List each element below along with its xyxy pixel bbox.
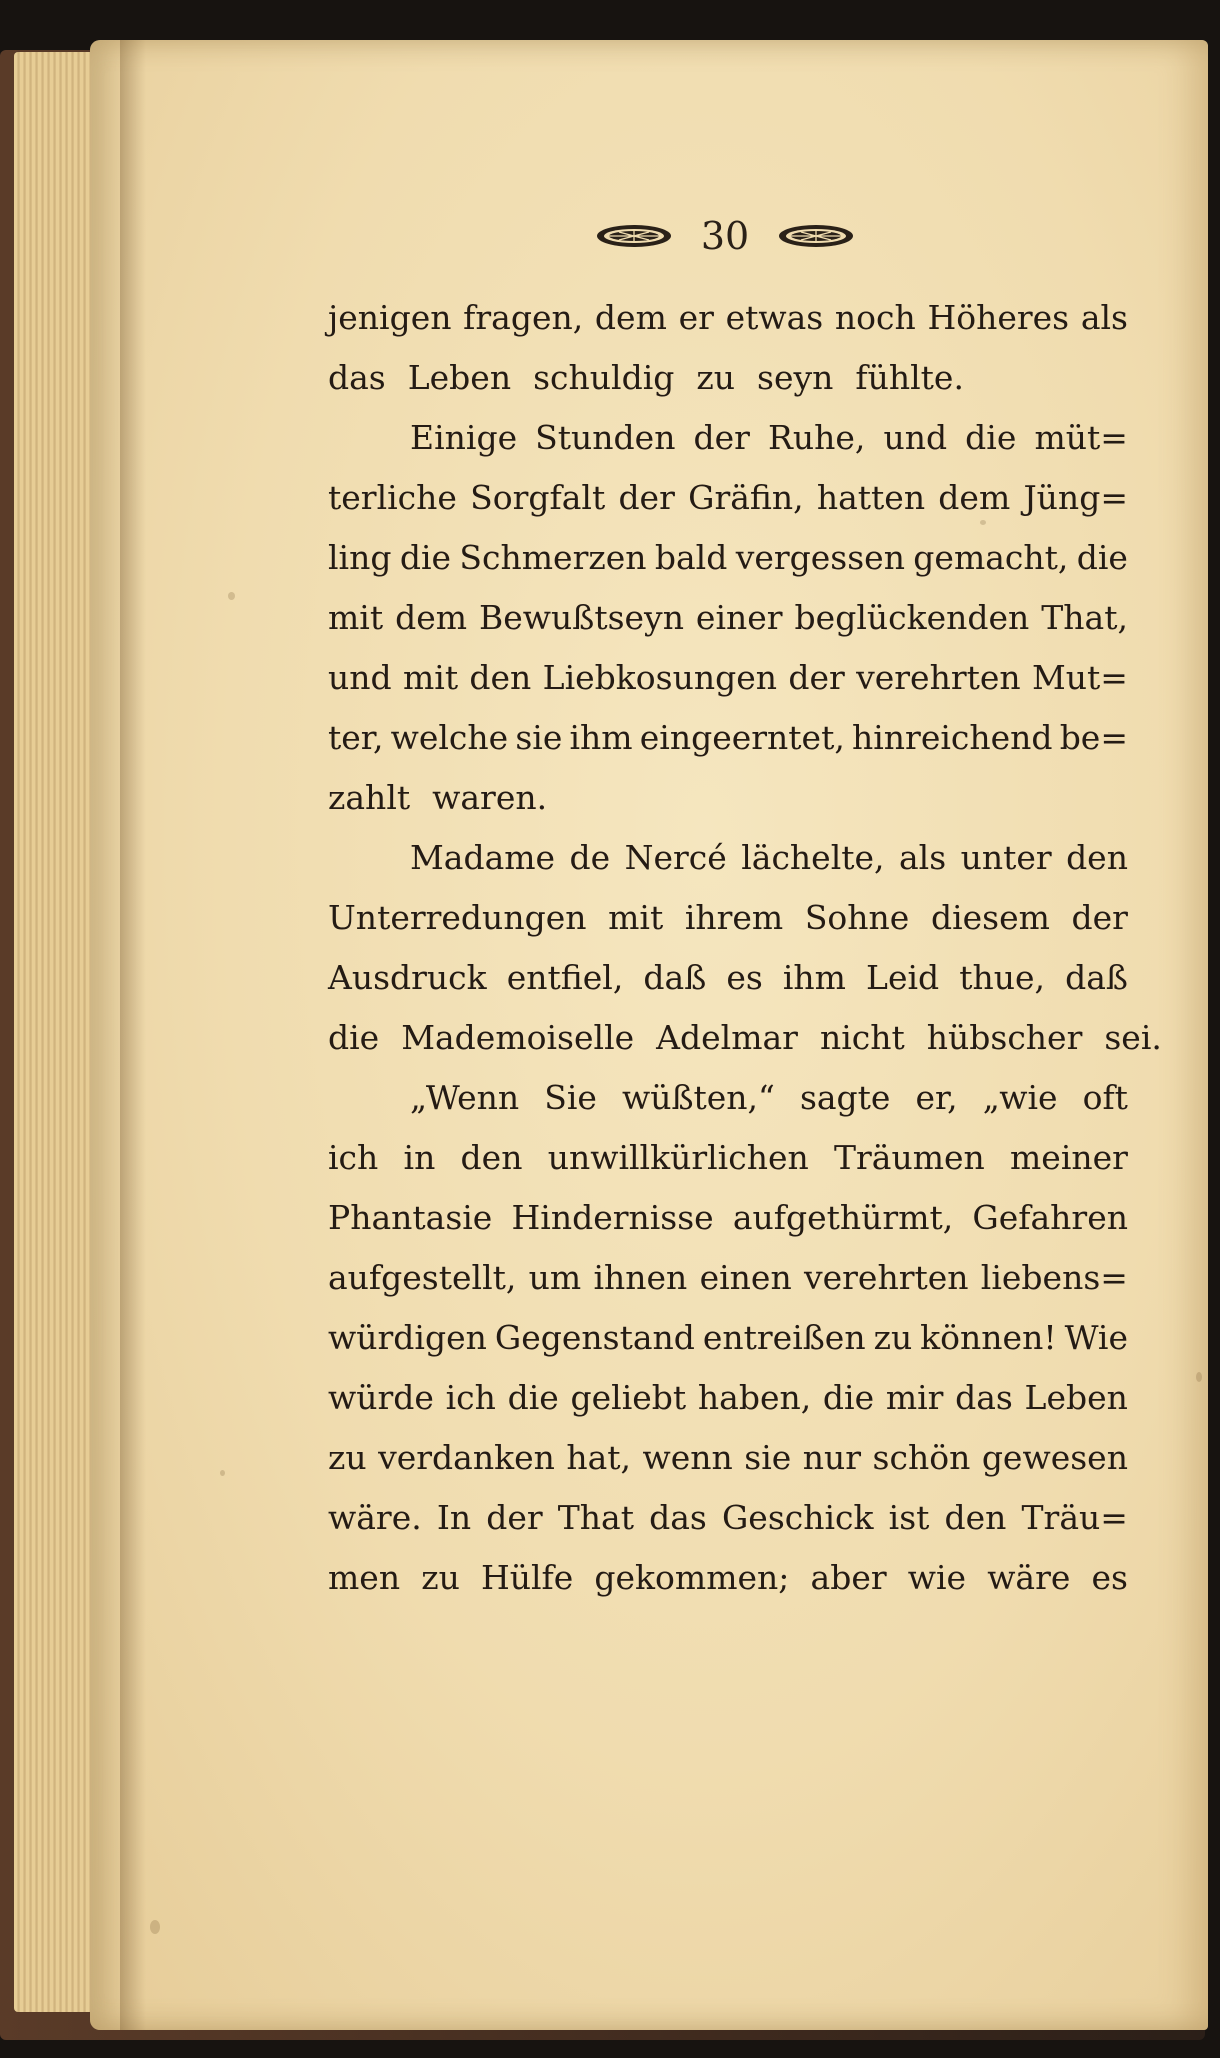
word: haben, <box>697 1378 812 1417</box>
word: entreißen <box>702 1318 866 1357</box>
word: That <box>557 1498 634 1537</box>
text-line <box>328 1128 1128 1188</box>
word: die <box>965 418 1017 457</box>
word: entfiel, <box>506 958 624 997</box>
word: Sie <box>544 1078 597 1117</box>
word: welche <box>390 718 509 757</box>
word: nicht <box>819 1018 905 1057</box>
word: verdanken <box>378 1438 555 1477</box>
word: mit <box>328 598 384 637</box>
body-text <box>328 288 1162 1608</box>
word: zu <box>328 1438 367 1477</box>
word: dem <box>395 598 468 637</box>
word: Ausdruck <box>328 958 487 997</box>
word: be= <box>1059 718 1128 757</box>
text-line <box>328 1368 1128 1428</box>
word: Mademoiselle <box>401 1018 635 1057</box>
word: gewesen <box>981 1438 1128 1477</box>
text-line <box>328 1428 1128 1488</box>
word: aufgethürmt, <box>732 1198 954 1237</box>
ornament-icon <box>777 221 855 251</box>
word: hat, <box>566 1438 632 1477</box>
word: That, <box>1041 598 1128 637</box>
word: geliebt <box>570 1378 687 1417</box>
word: de <box>569 838 611 877</box>
word: Gegenstand <box>494 1318 695 1357</box>
word: aber <box>810 1558 887 1597</box>
word: terliche <box>328 478 457 517</box>
word: Mut= <box>1031 658 1128 697</box>
page-number: 30 <box>700 214 750 258</box>
word: Gefahren <box>972 1198 1128 1237</box>
word: es <box>1091 1558 1128 1597</box>
word: er <box>678 298 714 337</box>
word: diesem <box>930 898 1050 937</box>
word: Jüng= <box>1023 478 1128 517</box>
word: Stunden <box>535 418 676 457</box>
word: sie <box>515 718 563 757</box>
word: ich <box>445 1378 496 1417</box>
word: Madame <box>410 838 556 877</box>
word: Ruhe, <box>768 418 866 457</box>
word: Höheres <box>927 298 1070 337</box>
word: wäre. <box>328 1498 422 1537</box>
text-line <box>328 1308 1128 1368</box>
text-line <box>328 408 1128 468</box>
word: noch <box>834 298 916 337</box>
word: gemacht, <box>913 538 1069 577</box>
page-header <box>560 206 890 266</box>
word: fühlte. <box>855 358 964 397</box>
word: ihrem <box>684 898 784 937</box>
word: Adelmar <box>656 1018 798 1057</box>
text-line <box>328 1248 1128 1308</box>
word: Nercé <box>624 838 727 877</box>
text-line <box>328 1068 1128 1128</box>
word: der <box>693 418 750 457</box>
word: Träumen <box>833 1138 985 1177</box>
word: Hindernisse <box>511 1198 714 1237</box>
word: die <box>507 1378 559 1417</box>
word: jenigen <box>328 298 452 337</box>
word: etwas <box>725 298 824 337</box>
word: unter <box>960 838 1052 877</box>
word: Einige <box>410 418 518 457</box>
word: hinreichend <box>851 718 1053 757</box>
text-line <box>328 648 1128 708</box>
word: können! <box>920 1318 1057 1357</box>
paper-spot <box>220 1470 225 1476</box>
text-line <box>328 828 1128 888</box>
word: Gräfin, <box>688 478 804 517</box>
word: eingeerntet, <box>639 718 845 757</box>
word: würdigen <box>328 1318 487 1357</box>
word: „Wenn <box>410 1078 520 1117</box>
word: Unterredungen <box>328 898 587 937</box>
word: Liebkosungen <box>542 658 777 697</box>
word: ihm <box>569 718 633 757</box>
word: Wie <box>1064 1318 1128 1357</box>
text-line <box>328 1188 1128 1248</box>
word: den <box>469 658 532 697</box>
word: ter, <box>328 718 384 757</box>
word: schuldig <box>533 358 675 397</box>
word: thue, <box>959 958 1046 997</box>
text-line <box>328 708 1128 768</box>
text-line <box>328 768 1128 828</box>
word: mir <box>885 1378 944 1417</box>
word: als <box>1080 298 1128 337</box>
word: den <box>460 1138 523 1177</box>
word: schön <box>872 1438 971 1477</box>
word: ling <box>328 538 392 577</box>
word: Leben <box>407 358 512 397</box>
word: dem <box>938 478 1011 517</box>
word: den <box>944 1498 1007 1537</box>
word: und <box>883 418 948 457</box>
word: zu <box>873 1318 913 1357</box>
word: es <box>726 958 763 997</box>
text-line <box>328 528 1128 588</box>
word: vergessen <box>735 538 905 577</box>
word: nur <box>802 1438 862 1477</box>
word: um <box>528 1258 582 1297</box>
word: Geschick <box>721 1498 874 1537</box>
text-line <box>328 588 1128 648</box>
word: fragen, <box>463 298 584 337</box>
word: In <box>436 1498 472 1537</box>
word: der <box>486 1498 543 1537</box>
word: liebens= <box>980 1258 1128 1297</box>
word: einer <box>695 598 783 637</box>
paper-spot <box>1196 1372 1202 1382</box>
word: müt= <box>1034 418 1128 457</box>
word: die <box>328 1018 380 1057</box>
word: men <box>328 1558 401 1597</box>
word: zu <box>421 1558 460 1597</box>
word: Leid <box>866 958 940 997</box>
word: als <box>898 838 947 877</box>
word: Schmerzen <box>459 538 647 577</box>
word: mit <box>608 898 664 937</box>
text-line <box>328 1548 1128 1608</box>
word: wenn <box>642 1438 733 1477</box>
word: dem <box>594 298 667 337</box>
word: in <box>403 1138 436 1177</box>
word: zahlt <box>328 778 411 817</box>
word: er, <box>915 1078 958 1117</box>
word: daß <box>1065 958 1128 997</box>
word: das <box>955 1378 1013 1417</box>
word: wäre <box>987 1558 1071 1597</box>
word: „wie <box>982 1078 1058 1117</box>
word: das <box>649 1498 707 1537</box>
word: ihnen <box>593 1258 688 1297</box>
text-line <box>328 348 1128 408</box>
word: hübscher <box>926 1018 1083 1057</box>
word: verehrten <box>803 1258 969 1297</box>
word: Sohne <box>804 898 910 937</box>
word: daß <box>643 958 707 997</box>
word: der <box>618 478 675 517</box>
text-line <box>328 888 1128 948</box>
word: würde <box>328 1378 434 1417</box>
text-line <box>328 288 1128 348</box>
word: Träu= <box>1021 1498 1128 1537</box>
word: ich <box>328 1138 379 1177</box>
word: wie <box>907 1558 967 1597</box>
word: unwillkürlichen <box>547 1138 809 1177</box>
word: die <box>822 1378 875 1417</box>
page-gutter-shadow <box>120 40 146 2030</box>
word: seyn <box>757 358 834 397</box>
text-line <box>328 468 1128 528</box>
word: verehrten <box>856 658 1021 697</box>
word: wüßten,“ <box>621 1078 775 1117</box>
word: den <box>1066 838 1128 877</box>
word: hatten <box>816 478 926 517</box>
word: beglückenden <box>794 598 1030 637</box>
word: die <box>1076 538 1128 577</box>
word: bald <box>654 538 728 577</box>
word: Hülfe <box>480 1558 574 1597</box>
word: meiner <box>1010 1138 1128 1177</box>
text-line <box>328 1488 1128 1548</box>
word: mit <box>402 658 459 697</box>
word: sie <box>744 1438 792 1477</box>
word: Leben <box>1024 1378 1128 1417</box>
paper-spot <box>228 592 235 600</box>
word: lächelte, <box>741 838 885 877</box>
word: und <box>328 658 392 697</box>
word: ist <box>888 1498 930 1537</box>
word: Sorgfalt <box>470 478 606 517</box>
word: die <box>399 538 452 577</box>
ornament-icon <box>595 221 673 251</box>
word: der <box>788 658 845 697</box>
word: zu <box>696 358 736 397</box>
word: aufgestellt, <box>328 1258 517 1297</box>
word: sagte <box>799 1078 891 1117</box>
word: ihm <box>782 958 846 997</box>
word: Phantasie <box>328 1198 493 1237</box>
word: Bewußtseyn <box>479 598 684 637</box>
text-line <box>328 948 1128 1008</box>
word: oft <box>1082 1078 1128 1117</box>
paper-spot <box>150 1920 160 1934</box>
text-line <box>328 1008 1162 1068</box>
word: sei. <box>1104 1018 1162 1057</box>
word: der <box>1071 898 1128 937</box>
word: einen <box>699 1258 792 1297</box>
word: gekommen; <box>594 1558 790 1597</box>
word: waren. <box>432 778 548 817</box>
word: das <box>328 358 386 397</box>
